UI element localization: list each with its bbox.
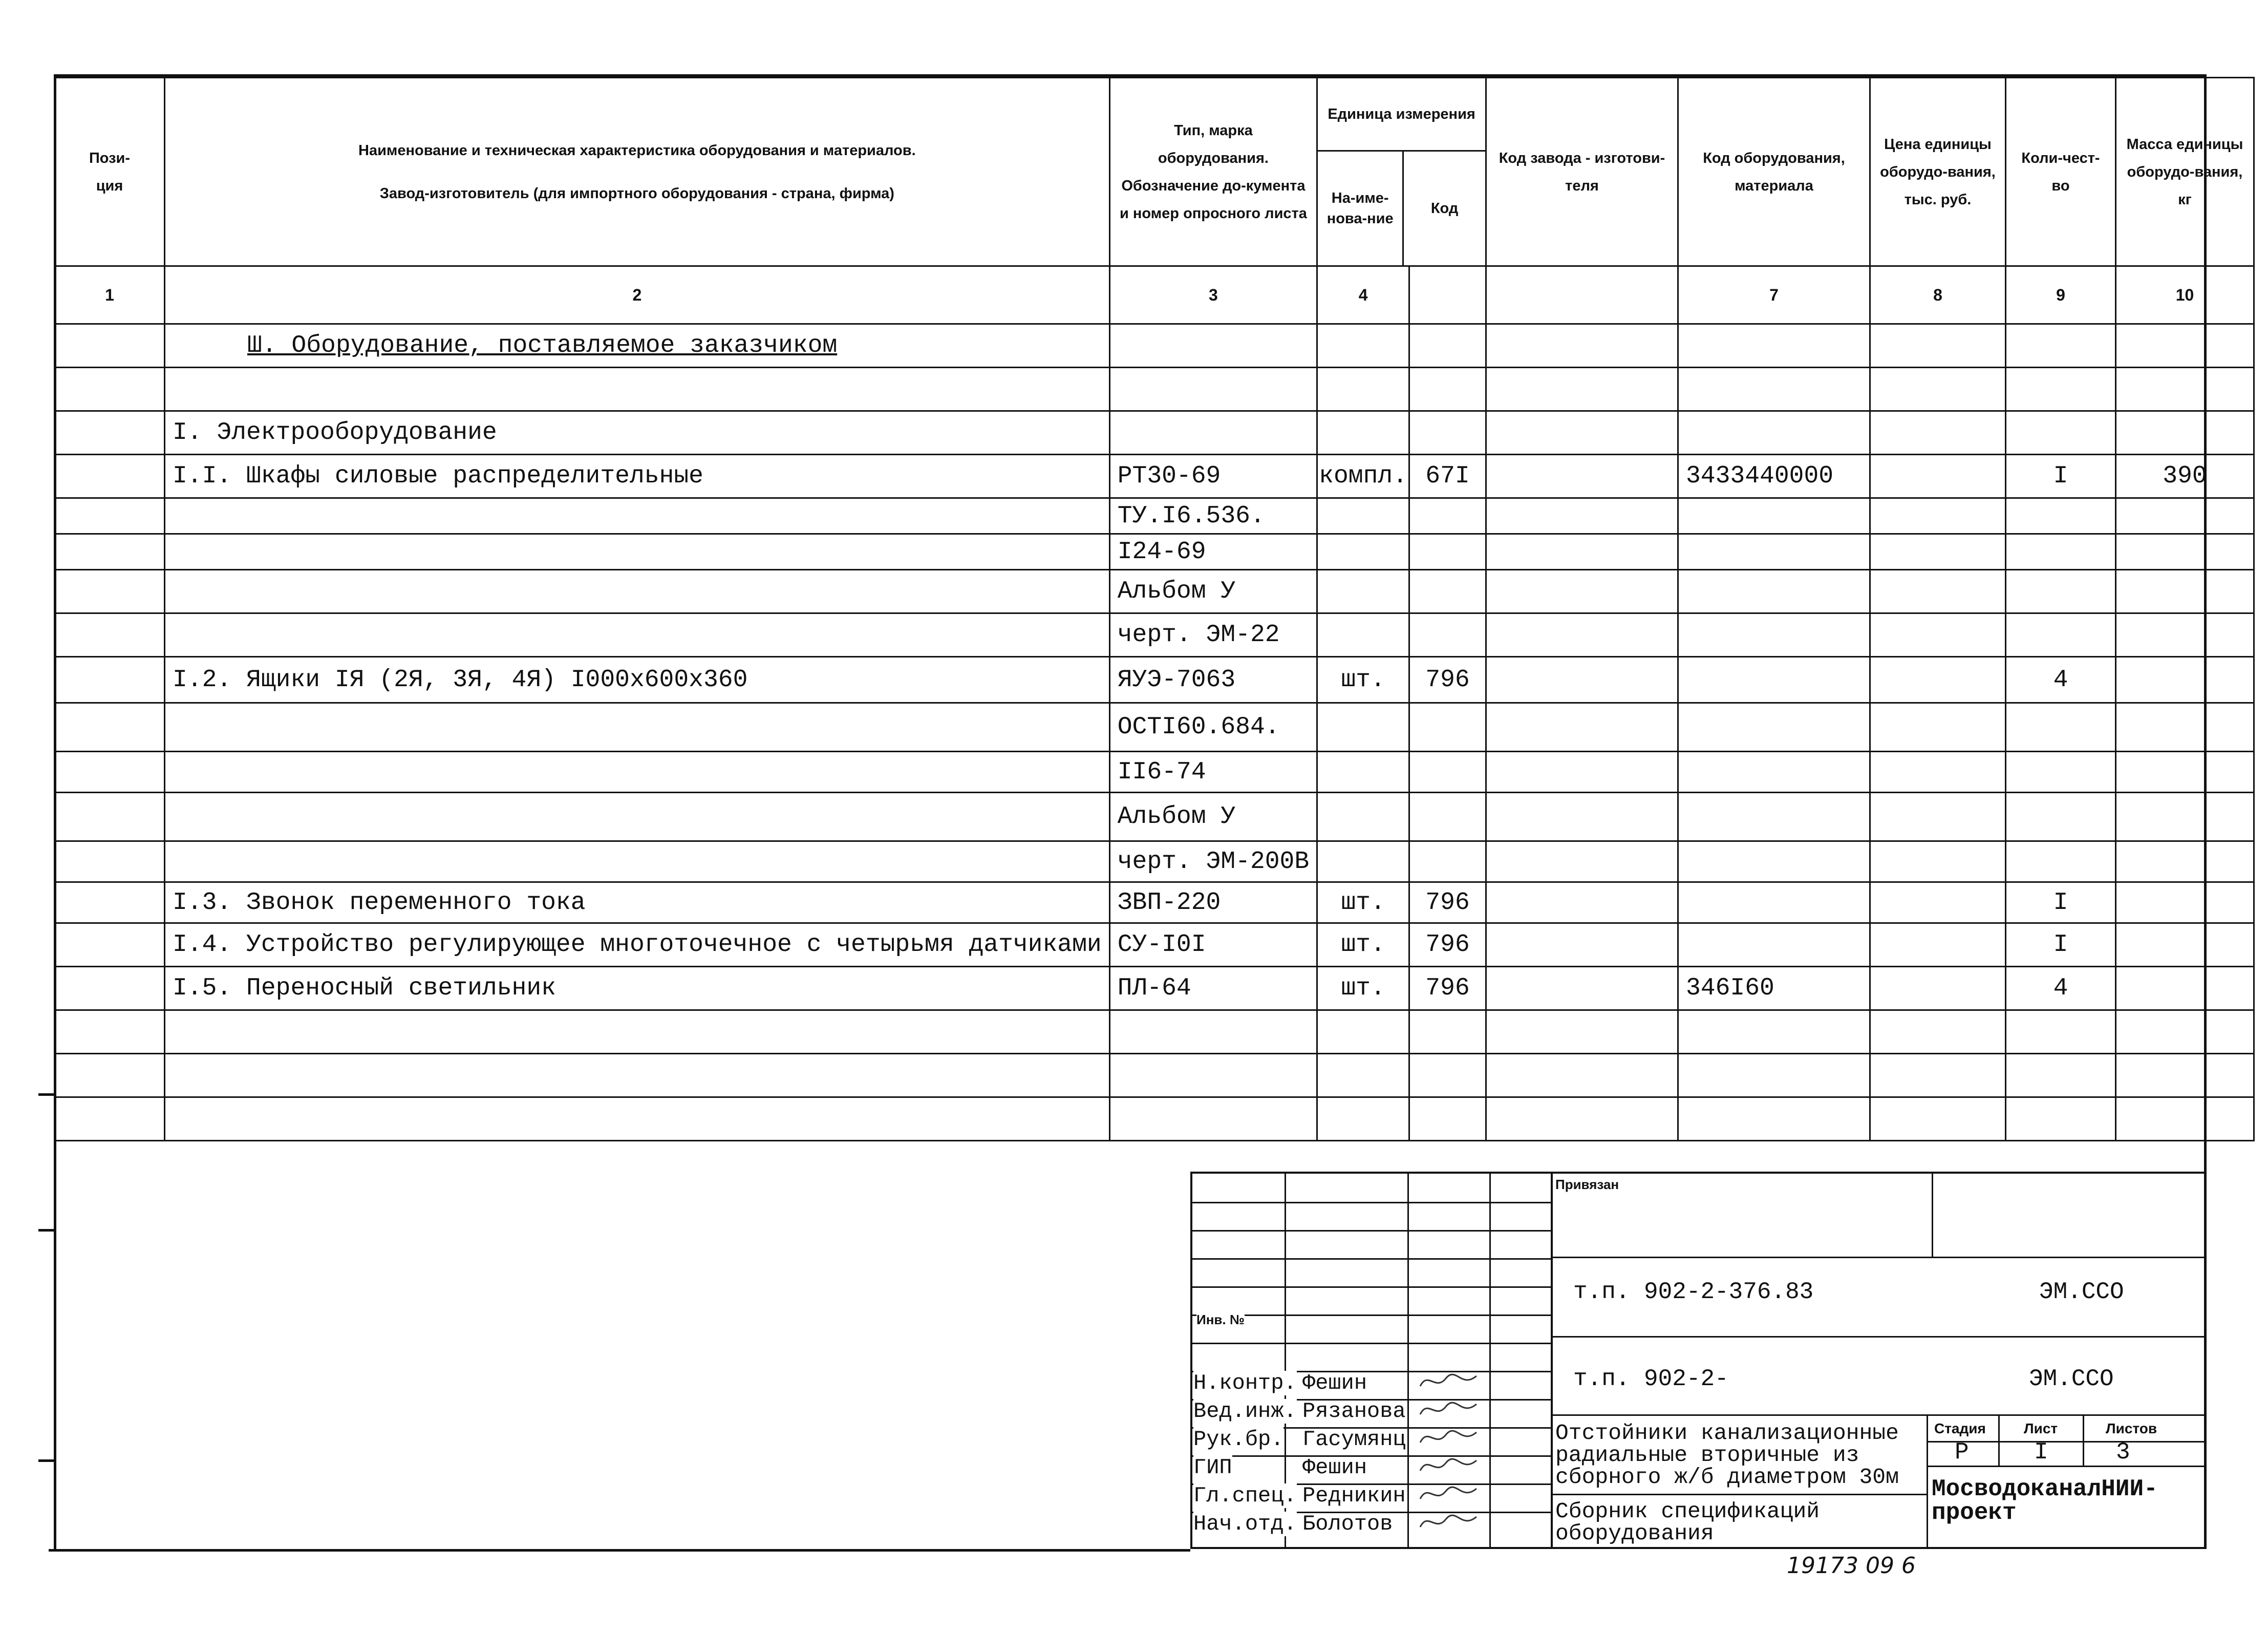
signature-name: Болотов (1302, 1512, 1393, 1536)
signature-role: Вед.инж. (1193, 1399, 1297, 1424)
position-cell (55, 368, 165, 411)
position-cell (55, 841, 165, 882)
factory-code-cell (1486, 793, 1678, 841)
handwritten-signature (1418, 1368, 1479, 1399)
quantity-cell (2006, 793, 2116, 841)
unit-cell: шт. (1317, 967, 1409, 1010)
unit-cell (1317, 534, 1409, 570)
position-cell (55, 882, 165, 923)
type-cell (1109, 411, 1317, 455)
table-row (55, 613, 2254, 657)
title-block (1190, 1172, 2207, 1549)
name-cell: I.I. Шкафы силовые распределительные (165, 455, 1110, 498)
table-row (55, 703, 2254, 752)
type-cell: Альбом У (1109, 570, 1317, 613)
quantity-cell (2006, 841, 2116, 882)
quantity-cell (2006, 570, 2116, 613)
unit-code-cell: 67I (1409, 455, 1486, 498)
type-cell: ЯУЭ-7063 (1109, 657, 1317, 703)
table-row (55, 841, 2254, 882)
quantity-cell (2006, 1054, 2116, 1097)
column-number: 4 (1317, 266, 1409, 324)
price-cell (1870, 967, 2006, 1010)
header-row (55, 78, 2254, 266)
quantity-cell: I (2006, 882, 2116, 923)
unit-code-cell (1409, 368, 1486, 411)
subtitle-line-1: Сборник спецификаций (1555, 1499, 1820, 1524)
position-cell (55, 752, 165, 793)
price-cell (1870, 534, 2006, 570)
column-number: 10 (2116, 266, 2254, 324)
price-cell (1870, 1097, 2006, 1141)
price-cell (1870, 657, 2006, 703)
factory-code-cell (1486, 703, 1678, 752)
table-row (55, 1010, 2254, 1054)
factory-code-cell (1486, 368, 1678, 411)
unit-code-cell: 796 (1409, 657, 1486, 703)
unit-cell (1317, 498, 1409, 534)
position-cell (55, 923, 165, 967)
unit-cell (1317, 703, 1409, 752)
price-cell (1870, 1054, 2006, 1097)
margin-tick (38, 1093, 56, 1096)
quantity-cell (2006, 534, 2116, 570)
factory-code-cell (1486, 841, 1678, 882)
title-block-grid (1192, 1174, 1551, 1547)
table-row (55, 534, 2254, 570)
unit-cell (1317, 1010, 1409, 1054)
type-cell: Альбом У (1109, 793, 1317, 841)
quantity-cell: 4 (2006, 967, 2116, 1010)
price-cell (1870, 841, 2006, 882)
type-cell: ТУ.I6.536. (1109, 498, 1317, 534)
stage-value: Р (1955, 1439, 1969, 1466)
unit-code-cell (1409, 752, 1486, 793)
unit-code-cell (1409, 703, 1486, 752)
position-cell (55, 1010, 165, 1054)
factory-code-cell (1486, 967, 1678, 1010)
signature-name: Редникин (1302, 1483, 1406, 1508)
table-row (55, 570, 2254, 613)
quantity-cell: I (2006, 455, 2116, 498)
table-row (55, 882, 2254, 923)
unit-code-cell (1409, 841, 1486, 882)
mass-cell (2116, 324, 2254, 368)
name-cell: I. Электрооборудование (165, 411, 1110, 455)
position-cell (55, 1054, 165, 1097)
header-quantity: Коли-чест-во (2006, 78, 2116, 266)
price-cell (1870, 703, 2006, 752)
price-cell (1870, 368, 2006, 411)
table-row (55, 1097, 2254, 1141)
position-cell (55, 1097, 165, 1141)
position-cell (55, 570, 165, 613)
equipment-code-cell: 3433440000 (1678, 455, 1870, 498)
price-cell (1870, 498, 2006, 534)
column-number: 1 (55, 266, 165, 324)
price-cell (1870, 793, 2006, 841)
unit-cell (1317, 411, 1409, 455)
sheets-label: Листов (2106, 1420, 2157, 1436)
factory-code-cell (1486, 534, 1678, 570)
table-row (55, 1054, 2254, 1097)
price-cell (1870, 613, 2006, 657)
organization-line-2: проект (1932, 1499, 2017, 1526)
signature-role: Гл.спец. (1193, 1483, 1297, 1508)
column-number: 7 (1678, 266, 1870, 324)
mass-cell (2116, 1097, 2254, 1141)
unit-code-cell (1409, 1054, 1486, 1097)
price-cell (1870, 570, 2006, 613)
unit-code-cell (1409, 613, 1486, 657)
table-row (55, 411, 2254, 455)
mass-cell: 390 (2116, 455, 2254, 498)
header-type: Тип, марка оборудования. Обозначение до-кумента и номер опросного листа (1109, 78, 1317, 266)
column-number: 8 (1870, 266, 2006, 324)
name-cell (165, 793, 1110, 841)
position-cell (55, 498, 165, 534)
factory-code-cell (1486, 498, 1678, 534)
header-unit-name: На-име-нова-ние (1318, 152, 1404, 265)
equipment-code-cell (1678, 1097, 1870, 1141)
position-cell (55, 793, 165, 841)
name-cell: I.5. Переносный светильник (165, 967, 1110, 1010)
position-cell (55, 411, 165, 455)
name-cell (165, 498, 1110, 534)
name-cell: I.2. Ящики IЯ (2Я, 3Я, 4Я) I000x600x360 (165, 657, 1110, 703)
name-cell (165, 841, 1110, 882)
quantity-cell (2006, 411, 2116, 455)
unit-code-cell (1409, 498, 1486, 534)
header-unit (1317, 78, 1486, 266)
factory-code-cell (1486, 752, 1678, 793)
header-position: Пози- ция (55, 78, 165, 266)
organization-line-1: МосводоканалНИИ- (1932, 1476, 2158, 1502)
name-cell (165, 368, 1110, 411)
mass-cell (2116, 411, 2254, 455)
factory-code-cell (1486, 923, 1678, 967)
factory-code-cell (1486, 455, 1678, 498)
signature-role: Рук.бр. (1193, 1427, 1284, 1452)
signature-name: Рязанова (1302, 1399, 1406, 1424)
header-mass: Масса единицы оборудо-вания, кг (2116, 78, 2254, 266)
margin-tick (38, 1459, 56, 1462)
equipment-code-cell (1678, 703, 1870, 752)
unit-cell (1317, 368, 1409, 411)
name-cell: I.3. Звонок переменного тока (165, 882, 1110, 923)
factory-code-cell (1486, 411, 1678, 455)
quantity-cell (2006, 368, 2116, 411)
equipment-code-cell (1678, 793, 1870, 841)
price-cell (1870, 1010, 2006, 1054)
name-cell (165, 752, 1110, 793)
column-number: 9 (2006, 266, 2116, 324)
type-cell (1109, 1097, 1317, 1141)
unit-cell: компл. (1317, 455, 1409, 498)
name-cell (165, 1097, 1110, 1141)
column-number (1409, 266, 1486, 324)
unit-cell (1317, 613, 1409, 657)
unit-code-cell: 796 (1409, 967, 1486, 1010)
signature-role: ГИП (1193, 1455, 1232, 1480)
factory-code-cell (1486, 1097, 1678, 1141)
unit-code-cell (1409, 324, 1486, 368)
type-cell (1109, 368, 1317, 411)
table-row (55, 752, 2254, 793)
price-cell (1870, 752, 2006, 793)
price-cell (1870, 923, 2006, 967)
unit-cell (1317, 1054, 1409, 1097)
quantity-cell (2006, 613, 2116, 657)
table-row (55, 368, 2254, 411)
equipment-code-cell (1678, 882, 1870, 923)
bottom-line (49, 1549, 1190, 1552)
handwritten-signature (1418, 1481, 1479, 1512)
table-row (55, 657, 2254, 703)
name-cell (165, 703, 1110, 752)
equipment-code-cell (1678, 498, 1870, 534)
unit-code-cell (1409, 793, 1486, 841)
mass-cell (2116, 923, 2254, 967)
handwritten-signature (1418, 1509, 1479, 1540)
equipment-code-cell (1678, 657, 1870, 703)
equipment-code-cell (1678, 1054, 1870, 1097)
type-cell: II6-74 (1109, 752, 1317, 793)
mass-cell (2116, 657, 2254, 703)
header-name-line2: Завод-изготовитель (для импортного оборудования - страна, фирма) (379, 185, 894, 202)
mass-cell (2116, 1054, 2254, 1097)
mass-cell (2116, 368, 2254, 411)
title-line-1: Отстойники канализационные (1555, 1420, 1899, 1446)
column-number: 3 (1109, 266, 1317, 324)
price-cell (1870, 324, 2006, 368)
title-line-2: радиальные вторичные из (1555, 1443, 1859, 1468)
mass-cell (2116, 841, 2254, 882)
table-row (55, 498, 2254, 534)
subtitle-line-2: оборудования (1555, 1521, 1714, 1546)
name-cell (165, 1010, 1110, 1054)
sheet-label: Лист (2024, 1420, 2058, 1436)
mass-cell (2116, 882, 2254, 923)
type-cell: СУ-I0I (1109, 923, 1317, 967)
stage-label: Стадия (1934, 1420, 1986, 1436)
position-cell (55, 967, 165, 1010)
margin-tick (38, 1229, 56, 1232)
equipment-code-cell (1678, 841, 1870, 882)
table-row (55, 923, 2254, 967)
name-cell (165, 570, 1110, 613)
position-cell (55, 613, 165, 657)
sheet-code-2: ЭМ.ССО (2029, 1366, 2114, 1392)
header-price: Цена единицы оборудо-вания, тыс. руб. (1870, 78, 2006, 266)
quantity-cell (2006, 1097, 2116, 1141)
factory-code-cell (1486, 324, 1678, 368)
factory-code-cell (1486, 1010, 1678, 1054)
price-cell (1870, 882, 2006, 923)
type-cell: РТ30-69 (1109, 455, 1317, 498)
unit-cell: шт. (1317, 923, 1409, 967)
mass-cell (2116, 534, 2254, 570)
mass-cell (2116, 793, 2254, 841)
position-cell (55, 703, 165, 752)
handwritten-signature (1418, 1396, 1479, 1427)
mass-cell (2116, 1010, 2254, 1054)
unit-code-cell (1409, 570, 1486, 613)
header-unit-code: Код (1430, 200, 1459, 217)
unit-cell: шт. (1317, 657, 1409, 703)
unit-code-cell (1409, 1097, 1486, 1141)
signature-name: Гасумянц (1302, 1427, 1406, 1452)
sheets-value: 3 (2116, 1439, 2130, 1466)
header-factory-code: Код завода - изготови-теля (1486, 78, 1678, 266)
handwritten-signature (1418, 1425, 1479, 1455)
equipment-code-cell (1678, 368, 1870, 411)
signature-role: Н.контр. (1193, 1371, 1297, 1395)
column-numbers-row (55, 266, 2254, 324)
unit-code-cell (1409, 1010, 1486, 1054)
unit-cell (1317, 324, 1409, 368)
sheet-code-1: ЭМ.ССО (2039, 1279, 2124, 1305)
privyazan-label: Привязан (1555, 1177, 1619, 1192)
table-row (55, 793, 2254, 841)
doc-code-2: т.п. 902-2- (1573, 1366, 1729, 1392)
specification-table (54, 77, 2255, 1141)
equipment-code-cell: 346I60 (1678, 967, 1870, 1010)
equipment-code-cell (1678, 1010, 1870, 1054)
inventory-label: Инв. № (1196, 1312, 1245, 1327)
quantity-cell (2006, 1010, 2116, 1054)
unit-cell (1317, 1097, 1409, 1141)
factory-code-cell (1486, 570, 1678, 613)
quantity-cell (2006, 498, 2116, 534)
price-cell (1870, 455, 2006, 498)
unit-cell: шт. (1317, 882, 1409, 923)
header-name-line1: Наименование и техническая характеристика оборудования и материалов. (358, 142, 916, 159)
quantity-cell (2006, 324, 2116, 368)
unit-cell (1317, 570, 1409, 613)
position-cell (55, 455, 165, 498)
equipment-code-cell (1678, 324, 1870, 368)
position-cell (55, 657, 165, 703)
equipment-code-cell (1678, 752, 1870, 793)
signature-role: Нач.отд. (1193, 1512, 1297, 1536)
table-row (55, 967, 2254, 1010)
type-cell: черт. ЭМ-200В (1109, 841, 1317, 882)
name-cell (165, 534, 1110, 570)
unit-code-cell: 796 (1409, 882, 1486, 923)
unit-cell (1317, 752, 1409, 793)
type-cell: ЗВП-220 (1109, 882, 1317, 923)
position-cell (55, 324, 165, 368)
header-unit-title: Единица измерения (1318, 78, 1485, 152)
unit-code-cell (1409, 411, 1486, 455)
title-block-right (1551, 1174, 2205, 1547)
quantity-cell (2006, 752, 2116, 793)
name-cell (165, 613, 1110, 657)
mass-cell (2116, 967, 2254, 1010)
equipment-code-cell (1678, 923, 1870, 967)
title-line-3: сборного ж/б диаметром 30м (1555, 1465, 1899, 1490)
doc-code-1: т.п. 902-2-376.83 (1573, 1279, 1814, 1305)
factory-code-cell (1486, 1054, 1678, 1097)
factory-code-cell (1486, 657, 1678, 703)
quantity-cell: I (2006, 923, 2116, 967)
name-cell: Ш. Оборудование, поставляемое заказчиком (165, 324, 1110, 368)
mass-cell (2116, 613, 2254, 657)
factory-code-cell (1486, 613, 1678, 657)
type-cell: ОСТI60.684. (1109, 703, 1317, 752)
equipment-code-cell (1678, 534, 1870, 570)
column-number (1486, 266, 1678, 324)
table-row (55, 324, 2254, 368)
unit-code-cell (1409, 534, 1486, 570)
unit-cell (1317, 793, 1409, 841)
column-number: 2 (165, 266, 1110, 324)
sheet-value: I (2034, 1439, 2048, 1466)
type-cell (1109, 1054, 1317, 1097)
type-cell (1109, 324, 1317, 368)
position-cell (55, 534, 165, 570)
archive-number: 19173 09 6 (1787, 1553, 1916, 1579)
equipment-code-cell (1678, 411, 1870, 455)
unit-code-cell: 796 (1409, 923, 1486, 967)
type-cell: черт. ЭМ-22 (1109, 613, 1317, 657)
header-equipment-code: Код оборудования, материала (1678, 78, 1870, 266)
name-cell: I.4. Устройство регулирующее многоточечное с четырьмя датчиками (165, 923, 1110, 967)
type-cell: ПЛ-64 (1109, 967, 1317, 1010)
quantity-cell: 4 (2006, 657, 2116, 703)
signature-name: Фешин (1302, 1371, 1367, 1395)
factory-code-cell (1486, 882, 1678, 923)
equipment-code-cell (1678, 570, 1870, 613)
signature-name: Фешин (1302, 1455, 1367, 1480)
specification-body (55, 324, 2254, 1141)
mass-cell (2116, 570, 2254, 613)
type-cell (1109, 1010, 1317, 1054)
price-cell (1870, 411, 2006, 455)
header-name (165, 78, 1110, 266)
unit-cell (1317, 841, 1409, 882)
name-cell (165, 1054, 1110, 1097)
quantity-cell (2006, 703, 2116, 752)
table-row (55, 455, 2254, 498)
mass-cell (2116, 752, 2254, 793)
mass-cell (2116, 703, 2254, 752)
equipment-code-cell (1678, 613, 1870, 657)
mass-cell (2116, 498, 2254, 534)
handwritten-signature (1418, 1453, 1479, 1483)
type-cell: I24-69 (1109, 534, 1317, 570)
